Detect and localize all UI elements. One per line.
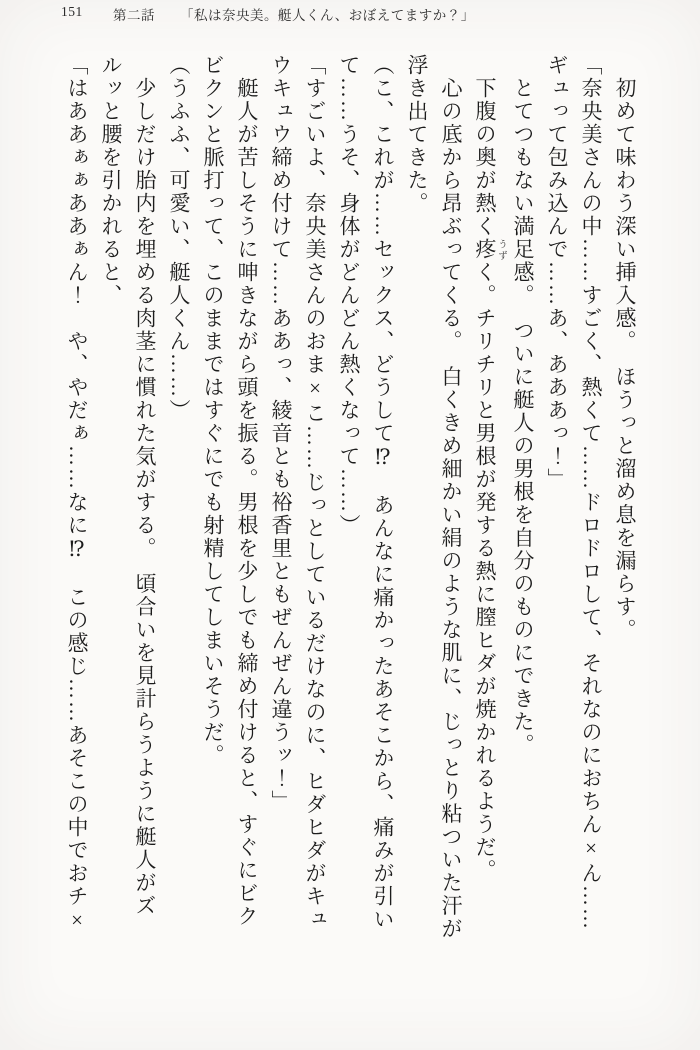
text-line: 「奈央美さんの中……すごく、熱くて……ドロドロして、それなのにおちん×ん…… bbox=[579, 54, 603, 931]
text-line: 心の底から昂ぶってくる。 白くきめ細かい絹のような肌に、じっとり粘ついた汗が bbox=[439, 77, 463, 941]
text-line: ギュって包み込んで……あ、あああっ！」 bbox=[545, 54, 569, 491]
text-line: 浮き出てきた。 bbox=[405, 54, 429, 215]
text-body bbox=[60, 54, 642, 948]
text-line: ルッと腰を引かれると、 bbox=[99, 54, 123, 307]
text-line: 「すごいよ、奈央美さんのおま×こ……じっとしているだけなのに、ヒダヒダがキュ bbox=[303, 54, 327, 931]
text-line: （うふふ、可愛い、艇人くん……） bbox=[167, 54, 191, 422]
text-line: （こ、これが……セックス、どうして⁉ あんなに痛かったあそこから、痛みが引い bbox=[371, 54, 395, 931]
text-line: ウキュウ締め付けて……ああっ、綾音とも裕香里ともぜんぜん違うッ！」 bbox=[269, 54, 293, 813]
text-line: 「はああぁぁああぁん！ や、やだぁ……なに⁉ この感じ……あそこの中でおチ× bbox=[65, 54, 89, 934]
furigana-ruby: 疼 うず bbox=[473, 238, 506, 261]
page-number: 151 bbox=[61, 4, 83, 19]
text-line: て……うそ、身体がどんどん熱くなって……） bbox=[337, 54, 361, 537]
running-head bbox=[0, 4, 700, 26]
text-line: 初めて味わう深い挿入感。 ほうっと溜め息を漏らす。 bbox=[613, 77, 637, 642]
text-line: とてつもない満足感。 ついに艇人の男根を自分のものにできた。 bbox=[511, 77, 535, 757]
text-line: 少しだけ胎内を埋める肉茎に慣れた気がする。 頃合いを見計らうように艇人がズ bbox=[133, 77, 157, 918]
running-head-chapter-title: 「私は奈央美。艇人くん、おぼえてますか？」 bbox=[180, 8, 475, 23]
running-head-chapter: 第二話 bbox=[113, 8, 155, 23]
text-line: ビクンと脈打って、このままではすぐにでも射精してしまいそうだ。 bbox=[201, 54, 225, 767]
text-line: 下腹の奥が熱く疼 うずく。チリチリと男根が発する熱に膣ヒダが焼かれるようだ。 bbox=[473, 77, 506, 882]
text-line: 艇人が苦しそうに呻きながら頭を振る。男根を少しでも締め付けると、すぐにビク bbox=[235, 77, 259, 928]
